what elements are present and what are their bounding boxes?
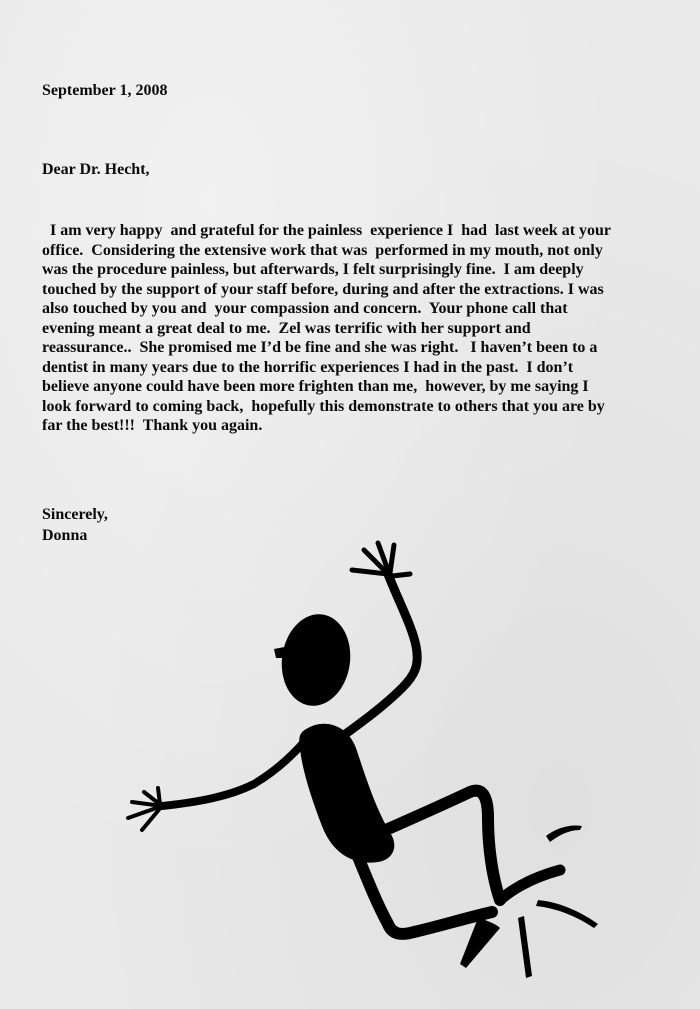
letter-salutation: Dear Dr. Hecht, bbox=[42, 161, 150, 178]
figure-right-finger bbox=[392, 574, 410, 576]
motion-mark bbox=[536, 900, 598, 928]
body-line: look forward to coming back, hopefully this demonstrate to others that you are by bbox=[42, 397, 605, 415]
letter-closing bbox=[42, 504, 108, 546]
letter-date: September 1, 2008 bbox=[42, 82, 168, 99]
body-line: evening meant a great deal to me. Zel was terrific with her support and bbox=[42, 319, 531, 337]
figure-right-arm bbox=[340, 574, 417, 738]
dancing-stick-figure-icon bbox=[120, 535, 620, 995]
body-line: believe anyone could have been more frighten than me, however, by me saying I bbox=[42, 378, 589, 395]
body-line: reassurance.. She promised me I’d be fine and she was right. I haven’t been to a bbox=[42, 339, 598, 356]
body-line: dentist in many years due to the horrific experiences I had in the past. I don’t bbox=[42, 358, 574, 376]
motion-mark bbox=[546, 825, 582, 842]
figure-torso bbox=[299, 724, 394, 863]
figure-right-foot bbox=[500, 870, 560, 900]
body-line: also touched by you and your compassion and concern. Your phone call that bbox=[42, 300, 568, 317]
figure-left-arm bbox=[162, 742, 304, 806]
closing-text: Sincerely, bbox=[42, 506, 108, 523]
motion-mark bbox=[460, 918, 500, 968]
body-line: I am very happy and grateful for the painless experience I had last week at your bbox=[42, 222, 612, 239]
signature-name: Donna bbox=[42, 527, 88, 544]
letter-body bbox=[42, 221, 672, 436]
body-line: office. Considering the extensive work that was performed in my mouth, not only bbox=[42, 241, 603, 259]
body-line: was the procedure painless, but afterwards, I felt surprisingly fine. I am deeply bbox=[42, 261, 584, 278]
figure-head bbox=[276, 610, 356, 711]
figure-left-finger bbox=[158, 788, 160, 804]
figure-left-leg bbox=[356, 852, 492, 934]
body-line: far the best!!! Thank you again. bbox=[42, 417, 263, 434]
body-line: touched by the support of your staff before, during and after the extractions. I was bbox=[42, 280, 604, 298]
figure-right-finger bbox=[390, 545, 394, 573]
motion-mark bbox=[518, 916, 532, 978]
